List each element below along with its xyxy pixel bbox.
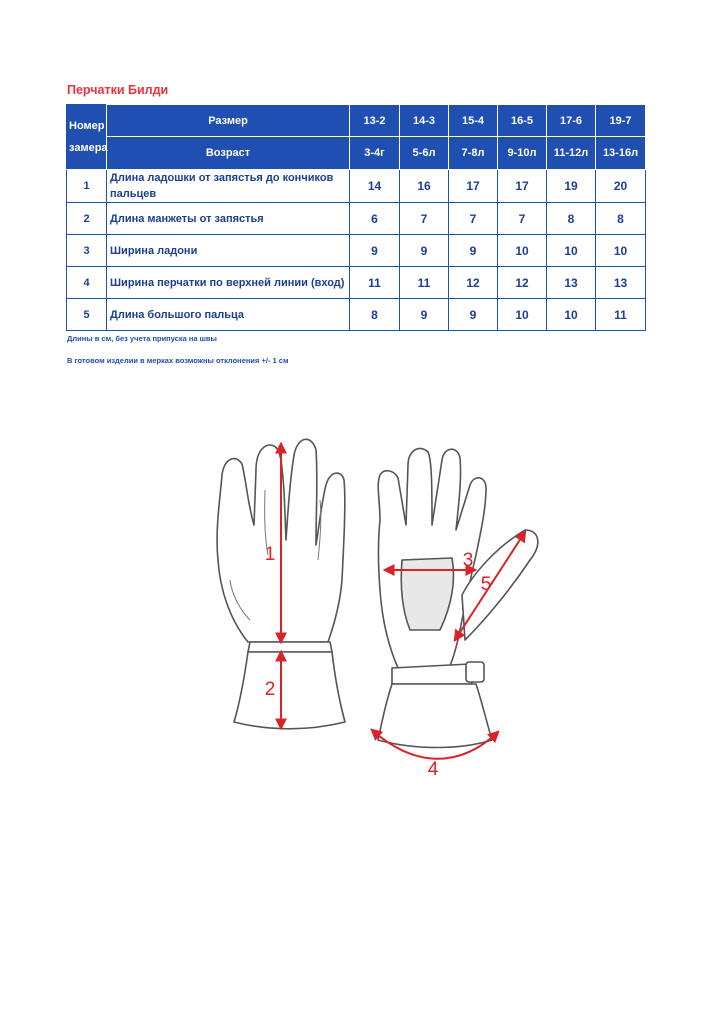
measure-label-3: 3 xyxy=(462,550,474,571)
size-cell: 19-7 xyxy=(596,105,646,137)
value-cell: 9 xyxy=(400,299,449,331)
row-label: Длина манжеты от запястья xyxy=(107,203,350,235)
value-cell: 9 xyxy=(400,235,449,267)
measure-label-5: 5 xyxy=(480,574,492,595)
value-cell: 14 xyxy=(350,170,400,203)
row-number: 1 xyxy=(67,170,107,203)
value-cell: 17 xyxy=(449,170,498,203)
table-row xyxy=(67,299,646,331)
measure-label-4: 4 xyxy=(427,759,439,780)
value-cell: 10 xyxy=(596,235,646,267)
row-label: Ширина ладони xyxy=(107,235,350,267)
value-cell: 9 xyxy=(449,299,498,331)
value-cell: 12 xyxy=(449,267,498,299)
value-cell: 8 xyxy=(350,299,400,331)
size-cell: 15-4 xyxy=(449,105,498,137)
size-cell: 16-5 xyxy=(498,105,547,137)
number-header: Номер замера xyxy=(67,105,107,170)
value-cell: 16 xyxy=(400,170,449,203)
value-cell: 11 xyxy=(400,267,449,299)
size-cell: 13-2 xyxy=(350,105,400,137)
measure-label-1: 1 xyxy=(264,544,276,565)
value-cell: 10 xyxy=(547,235,596,267)
age-cell: 13-16л xyxy=(596,137,646,170)
measure-label-2: 2 xyxy=(264,679,276,700)
value-cell: 9 xyxy=(449,235,498,267)
row-number: 2 xyxy=(67,203,107,235)
page-title: Перчатки Билди xyxy=(67,83,169,97)
age-cell: 11-12л xyxy=(547,137,596,170)
value-cell: 11 xyxy=(596,299,646,331)
row-label: Длина большого пальца xyxy=(107,299,350,331)
age-cell: 7-8л xyxy=(449,137,498,170)
size-header-label: Размер xyxy=(107,105,350,137)
value-cell: 7 xyxy=(449,203,498,235)
age-header-label: Возраст xyxy=(107,137,350,170)
value-cell: 10 xyxy=(547,299,596,331)
table-row xyxy=(67,170,646,203)
size-cell: 17-6 xyxy=(547,105,596,137)
value-cell: 20 xyxy=(596,170,646,203)
age-cell: 5-6л xyxy=(400,137,449,170)
value-cell: 6 xyxy=(350,203,400,235)
value-cell: 10 xyxy=(498,235,547,267)
age-cell: 3-4г xyxy=(350,137,400,170)
age-header-row xyxy=(67,137,646,170)
right-glove-illustration xyxy=(378,448,538,747)
row-number: 3 xyxy=(67,235,107,267)
note-units: Длины в см, без учета припуска на швы xyxy=(67,334,217,343)
value-cell: 13 xyxy=(596,267,646,299)
size-cell: 14-3 xyxy=(400,105,449,137)
value-cell: 11 xyxy=(350,267,400,299)
value-cell: 12 xyxy=(498,267,547,299)
value-cell: 13 xyxy=(547,267,596,299)
table-row xyxy=(67,267,646,299)
table-row xyxy=(67,235,646,267)
row-number: 5 xyxy=(67,299,107,331)
row-label: Ширина перчатки по верхней линии (вход) xyxy=(107,267,350,299)
row-label: Длина ладошки от запястья до кончиков пальцев xyxy=(107,170,350,203)
value-cell: 7 xyxy=(400,203,449,235)
value-cell: 8 xyxy=(596,203,646,235)
value-cell: 17 xyxy=(498,170,547,203)
row-number: 4 xyxy=(67,267,107,299)
value-cell: 7 xyxy=(498,203,547,235)
size-header-row xyxy=(67,105,646,137)
value-cell: 8 xyxy=(547,203,596,235)
value-cell: 19 xyxy=(547,170,596,203)
size-table xyxy=(66,104,646,331)
gloves-diagram xyxy=(170,430,540,790)
age-cell: 9-10л xyxy=(498,137,547,170)
note-tolerance: В готовом изделии в мерках возможны отклонения +/- 1 см xyxy=(67,356,289,365)
table-row xyxy=(67,203,646,235)
value-cell: 9 xyxy=(350,235,400,267)
value-cell: 10 xyxy=(498,299,547,331)
